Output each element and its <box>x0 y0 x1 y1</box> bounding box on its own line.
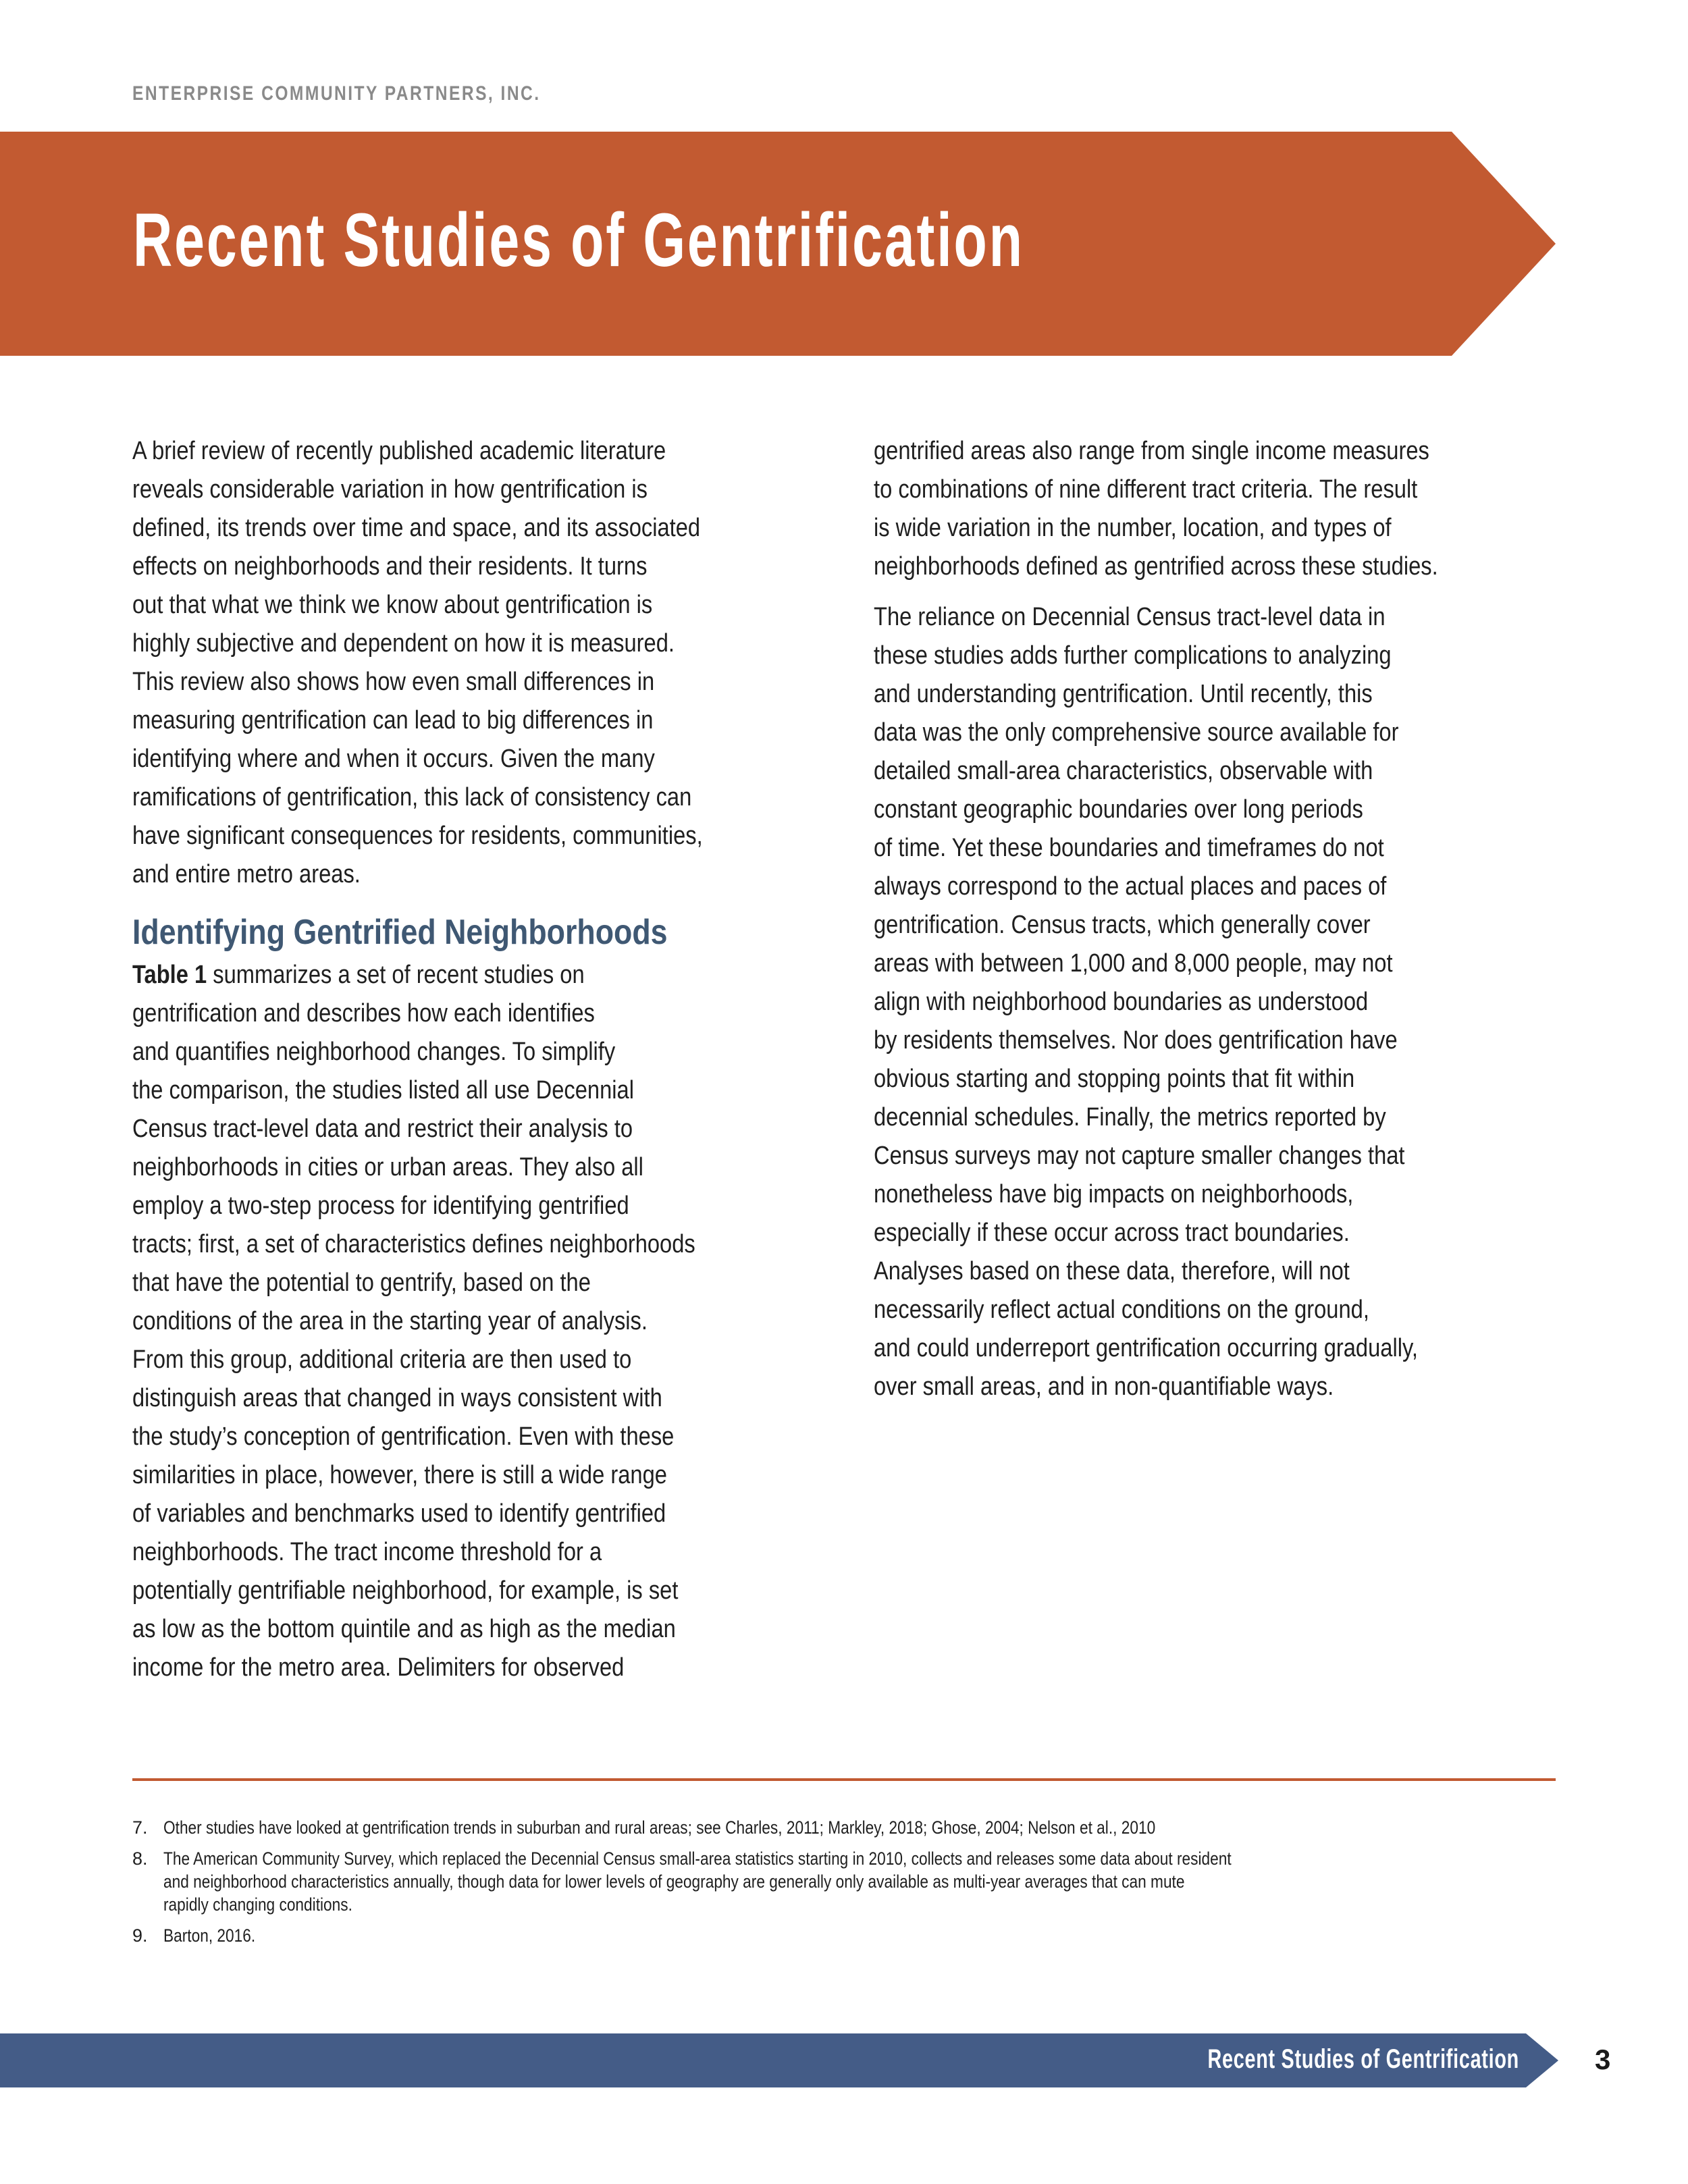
text-line: effects on neighborhoods and their residents. It turns <box>132 552 648 581</box>
page-title: Recent Studies of Gentrification <box>133 198 1024 282</box>
footnote-number: 7. <box>132 1817 148 1838</box>
text-line: distinguish areas that changed in ways consistent with <box>132 1384 662 1412</box>
text-line: Census surveys may not capture smaller changes that <box>874 1142 1405 1170</box>
text-line: decennial schedules. Finally, the metrics reported by <box>874 1103 1386 1131</box>
footnote-7 <box>132 1816 1564 1839</box>
text-line: to combinations of nine different tract criteria. The result <box>874 475 1418 504</box>
text-line: have significant consequences for residents, communities, <box>132 822 703 850</box>
section-heading: Identifying Gentrified Neighborhoods <box>132 913 668 952</box>
text-line: the study’s conception of gentrification. Even with these <box>132 1422 675 1451</box>
text-line: highly subjective and dependent on how it is measured. <box>132 629 675 658</box>
text-line: Census tract-level data and restrict their analysis to <box>132 1115 633 1143</box>
footnote-text: rapidly changing conditions. <box>163 1894 352 1915</box>
footnote-text: The American Community Survey, which replaced the Decennial Census small-area statistics starting in 2010, collects and releases some data about resident <box>163 1848 1232 1869</box>
text-line: income for the metro area. Delimiters for observed <box>132 1653 625 1682</box>
text-line: conditions of the area in the starting year of analysis. <box>132 1307 648 1335</box>
text-line: nonetheless have big impacts on neighborhoods, <box>874 1180 1354 1208</box>
footer-title: Recent Studies of Gentrification <box>1207 2044 1519 2074</box>
continued-paragraph <box>874 432 1569 586</box>
text-line: always correspond to the actual places and paces of <box>874 872 1387 901</box>
intro-paragraph <box>132 432 828 894</box>
footnote-9 <box>132 1924 1564 1947</box>
text-line: tracts; first, a set of characteristics defines neighborhoods <box>132 1230 695 1258</box>
text-line: employ a two-step process for identifying gentrified <box>132 1192 629 1220</box>
footnote-text: Other studies have looked at gentrification trends in suburban and rural areas; see Charles, 2011; Markley, 2018; Ghose, 2004; Nelson et al., 2010 <box>163 1817 1156 1838</box>
text-line: gentrified areas also range from single income measures <box>874 437 1429 465</box>
text-fragment: summarizes a set of recent studies on <box>207 961 585 989</box>
footnote-8 <box>132 1847 1564 1916</box>
text-line: of variables and benchmarks used to identify gentrified <box>132 1499 666 1528</box>
text-line: neighborhoods in cities or urban areas. They also all <box>132 1153 643 1181</box>
text-line <box>132 956 731 994</box>
table-reference: Table 1 <box>132 961 207 989</box>
text-line: the comparison, the studies listed all use Decennial <box>132 1076 634 1104</box>
footnote-divider <box>132 1778 1556 1781</box>
text-line: neighborhoods defined as gentrified across these studies. <box>874 552 1438 581</box>
text-line: potentially gentrifiable neighborhood, for example, is set <box>132 1576 679 1605</box>
text-line: similarities in place, however, there is still a wide range <box>132 1461 667 1489</box>
footnote-text: and neighborhood characteristics annually, though data for lower levels of geography are generally only available as multi-year averages that can mute <box>163 1871 1185 1892</box>
text-line: areas with between 1,000 and 8,000 people, may not <box>874 949 1393 978</box>
census-data-paragraph <box>874 598 1569 1406</box>
text-line: gentrification. Census tracts, which generally cover <box>874 911 1371 939</box>
paragraph-gap <box>874 586 1569 598</box>
left-column <box>132 432 828 1687</box>
text-line: constant geographic boundaries over long periods <box>874 795 1363 824</box>
text-line: and entire metro areas. <box>132 860 361 888</box>
text-line: identifying where and when it occurs. Given the many <box>132 745 655 773</box>
footnote-number: 9. <box>132 1925 148 1946</box>
text-line: align with neighborhood boundaries as understood <box>874 988 1369 1016</box>
text-line: and understanding gentrification. Until recently, this <box>874 680 1373 708</box>
text-line: and could underreport gentrification occurring gradually, <box>874 1334 1418 1362</box>
text-line: A brief review of recently published academic literature <box>132 437 666 465</box>
text-line: out that what we think we know about gentrification is <box>132 591 653 619</box>
text-line: that have the potential to gentrify, based on the <box>132 1269 591 1297</box>
footnote-text: Barton, 2016. <box>163 1925 256 1946</box>
text-line: gentrification and describes how each identifies <box>132 999 595 1028</box>
text-line: necessarily reflect actual conditions on the ground, <box>874 1296 1369 1324</box>
text-line: as low as the bottom quintile and as high as the median <box>132 1615 676 1643</box>
text-line: obvious starting and stopping points that fit within <box>874 1065 1355 1093</box>
text-line: and quantifies neighborhood changes. To simplify <box>132 1038 616 1066</box>
text-line: This review also shows how even small differences in <box>132 668 655 696</box>
text-line: of time. Yet these boundaries and timeframes do not <box>874 834 1384 862</box>
text-line: over small areas, and in non-quantifiable ways. <box>874 1373 1334 1401</box>
page-number: 3 <box>1595 2044 1611 2075</box>
text-line: by residents themselves. Nor does gentrification have <box>874 1026 1398 1055</box>
text-line: defined, its trends over time and space, and its associated <box>132 514 701 542</box>
right-column <box>874 432 1569 1406</box>
text-line: Analyses based on these data, therefore, will not <box>874 1257 1350 1285</box>
text-line: data was the only comprehensive source available for <box>874 718 1399 747</box>
text-line: especially if these occur across tract boundaries. <box>874 1219 1350 1247</box>
footnote-number: 8. <box>132 1848 148 1869</box>
footnotes <box>132 1816 1564 1955</box>
text-line: From this group, additional criteria are then used to <box>132 1346 632 1374</box>
text-line: reveals considerable variation in how gentrification is <box>132 475 648 504</box>
text-line: these studies adds further complications to analyzing <box>874 641 1392 670</box>
text-line: detailed small-area characteristics, observable with <box>874 757 1373 785</box>
text-line: The reliance on Decennial Census tract-level data in <box>874 603 1386 631</box>
running-head: ENTERPRISE COMMUNITY PARTNERS, INC. <box>132 82 541 105</box>
text-line: measuring gentrification can lead to big differences in <box>132 706 654 735</box>
text-line: neighborhoods. The tract income threshold for a <box>132 1538 602 1566</box>
section-paragraph <box>132 956 828 1687</box>
text-line: is wide variation in the number, location, and types of <box>874 514 1392 542</box>
text-line: ramifications of gentrification, this lack of consistency can <box>132 783 692 811</box>
